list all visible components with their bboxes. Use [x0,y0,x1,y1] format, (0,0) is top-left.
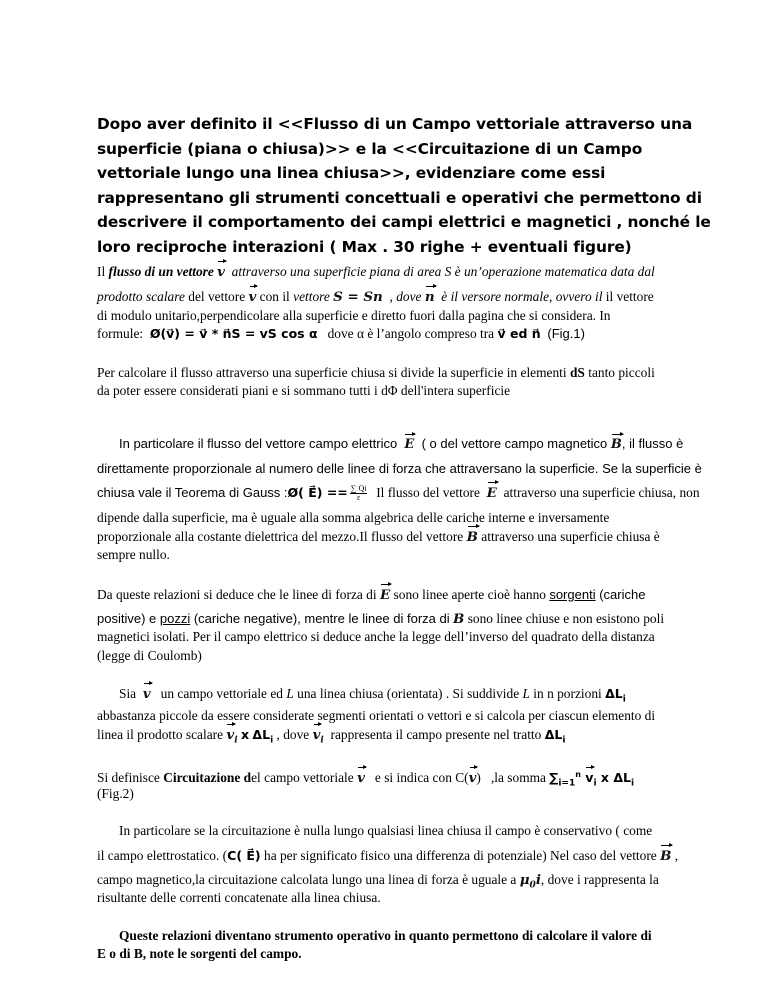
field-lines-line-1: Da queste relazioni si deduce che le linee di forza di E sono linee aperte cioè hanno sorgenti (cariche [97,587,646,603]
conservative-line-1: In particolare se la circuitazione è nulla lungo qualsiasi linea chiusa il campo è conservativo ( come [119,823,653,838]
gauss-formula: Ø( E⃗) == [287,485,348,500]
flux-definition-line-1: Il flusso di un vettore v attraverso una superficie piana di area S è un’operazione matematica data dal [97,264,655,280]
conservative-line-3: campo magnetico,la circuitazione calcolata lungo una linea di forza è uguale a $\mu_0i$, dove i rappresenta la [97,872,659,891]
flux-definition-line-2: prodotto scalare del vettore v con il vettore S = Sn , dove n è il versore normale, ovvero il il vettore [97,289,654,305]
field-lines-line-2: positive) e pozzi (cariche negative), mentre le linee di forza di B sono linee chiuse e non esistono poli [97,611,665,627]
conclusion-line-2: E o di B, note le sorgenti del campo. [97,946,302,961]
gauss-line-1: In particolare il flusso del vettore campo elettrico E ( o del vettore campo magnetico B, il flusso è [119,435,739,455]
flux-formula-line: formule: Ø(v⃗) = v⃗ * n⃗S = vS cos α dove α è l’angolo compreso tra v⃗ ed n⃗ (Fig.1) [97,326,585,341]
gauss-line-4: dipende dalla superficie, ma è uguale alla somma algebrica delle cariche interne e inversamente [97,510,610,525]
gauss-line-5: proporzionale alla costante dielettrica del mezzo.Il flusso del vettore B attraverso una superficie chiusa è [97,529,660,545]
circuitation-intro-line-2: abbastanza piccole da essere considerate segmenti orientati o vettori e si calcola per ciascun elemento di [97,708,656,723]
closed-surface-line-2: da poter essere considerati piani e si sommano tutti i dΦ dell'intera superficie [97,383,511,398]
gauss-line-3: chiusa vale il Teorema di Gauss :Ø( E⃗) == $\frac{\sum Qi}{\varepsilon}$ Il flusso del vettore E attraverso una superficie chiusa, non [97,484,700,503]
circuitation-sum-formula: $\sum_{i=1}^n$ $v_i$ x $\Delta L_i$ [549,770,635,789]
conservative-line-4: risultante delle correnti concatenate alla linea chiusa. [97,890,381,905]
closed-surface-line-1: Per calcolare il flusso attraverso una superficie chiusa si divide la superficie in elementi dS tanto piccoli [97,365,655,380]
field-lines-line-4: (legge di Coulomb) [97,648,202,663]
question-heading: Dopo aver definito il <<Flusso di un Campo vettoriale attraverso una superficie (piana o chiusa)>> e la <<Circuitazione di un Campo vettoriale lungo una linea chiusa>>, evidenziare come essi rappresentano gli strumenti concettuali e operativi che permettono di descrivere il comportamento dei campi elettrici e magnetici , nonché le loro reciproche interazioni ( Max . 30 righe + eventuali figure) [97,115,711,256]
figure-2-label: (Fig.2) [97,786,134,801]
circuitation-definition-line-1: Si definisce Circuitazione del campo vettoriale v e si indica con C(v) ,la somma $\sum_{i=1}^n$ $v_i$ x $\Delta L_i$ [97,770,635,789]
conservative-line-2: il campo elettrostatico. (C( E⃗) ha per significato fisico una differenza di potenziale) Nel caso del vettore B , [97,848,679,864]
gauss-line-6: sempre nullo. [97,547,170,562]
circuitation-intro-line-1: Sia v un campo vettoriale ed L una linea chiusa (orientata) . Si suddivide L in n porzioni $\Delta L_i$ [119,686,626,705]
flux-formula: Ø(v⃗) = v⃗ * n⃗S = vS cos α [149,326,318,341]
gauss-fraction: $\frac{\sum Qi}{\varepsilon}$ [350,484,367,503]
gauss-line-2: direttamente proporzionale al numero delle linee di forza che attraversano la superficie. Se la superficie è [97,461,702,476]
flux-definition-line-3: di modulo unitario,perpendicolare alla superficie e diretto fuori dalla pagina che si considera. In [97,308,611,323]
field-lines-line-3: magnetici isolati. Per il campo elettrico si deduce anche la legge dell’inverso del quadrato della distanza [97,629,655,644]
circuitation-intro-line-3: linea il prodotto scalare $v_i$ x $\Delta L_i$ , dove $v_i$ rappresenta il campo presente nel tratto $\Delta L_i$ [97,727,566,746]
conclusion-line-1: Queste relazioni diventano strumento operativo in quanto permettono di calcolare il valore di [119,928,652,943]
vector-s-formula: S = Sn [333,289,383,305]
